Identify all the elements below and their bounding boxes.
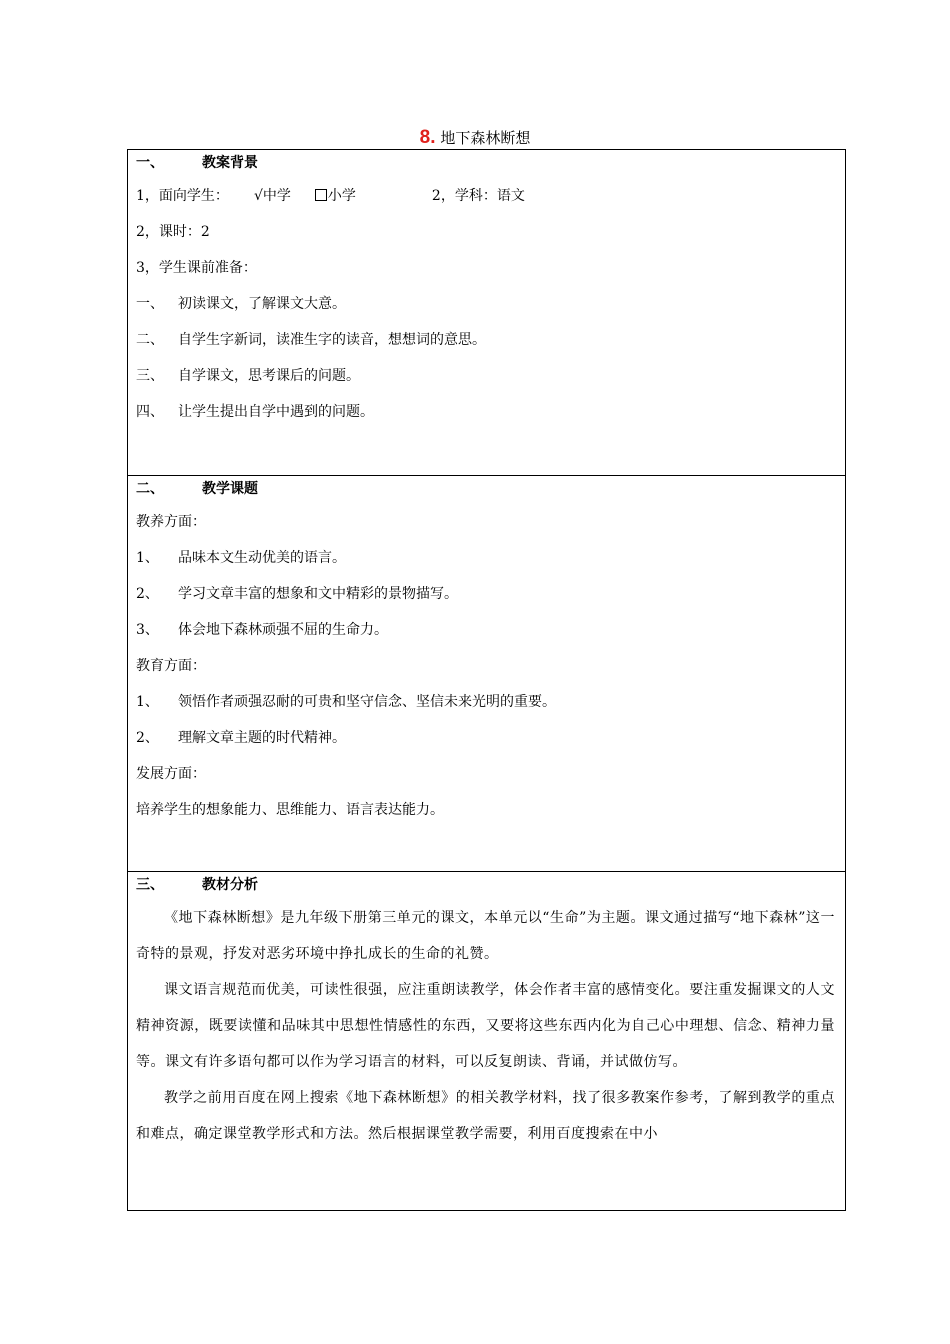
section-lesson-background	[128, 150, 845, 476]
list-index: 2、	[136, 586, 159, 602]
list-text: 初读课文，了解课文大意。	[178, 296, 346, 312]
list-item	[136, 720, 837, 756]
list-index: 2、	[136, 730, 159, 746]
prep-title: 3，学生课前准备：	[136, 260, 257, 276]
list-index: 1、	[136, 694, 159, 710]
section-heading	[136, 872, 837, 898]
section-index: 三、	[136, 877, 164, 893]
list-text: 体会地下森林顽强不屈的生命力。	[178, 622, 388, 638]
list-text: 领悟作者顽强忍耐的可贵和坚守信念、坚信未来光明的重要。	[178, 694, 556, 710]
list-index: 1、	[136, 550, 159, 566]
section-teaching-topic	[128, 476, 845, 872]
section-title: 教材分析	[202, 877, 258, 893]
analysis-paragraph: 《地下森林断想》是九年级下册第三单元的课文，本单元以“生命”为主题。课文通过描写“地下森林”这一奇特的景观，抒发对恶劣环境中挣扎成长的生命的礼赞。	[136, 910, 835, 962]
list-text: 自学课文，思考课后的问题。	[178, 368, 360, 384]
title-text: 地下森林断想	[440, 129, 531, 147]
audience-label: 1，面向学生：	[136, 188, 229, 204]
lesson-plan-table	[127, 149, 846, 1211]
list-item	[136, 684, 837, 720]
list-item	[136, 540, 837, 576]
document-title	[0, 127, 950, 149]
audience-option-primary	[315, 178, 356, 214]
list-item	[136, 612, 837, 648]
list-index: 一、	[136, 296, 164, 312]
list-text: 学习文章丰富的想象和文中精彩的景物描写。	[178, 586, 458, 602]
list-index: 三、	[136, 368, 164, 384]
section-index: 一、	[136, 155, 164, 171]
list-text: 让学生提出自学中遇到的问题。	[178, 404, 374, 420]
list-text: 自学生字新词，读准生字的读音，想想词的意思。	[178, 332, 486, 348]
title-number: 8.	[419, 127, 436, 148]
list-index: 四、	[136, 404, 164, 420]
list-index: 二、	[136, 332, 164, 348]
section-title: 教学课题	[202, 481, 258, 497]
audience-option-primary-label: 小学	[327, 188, 356, 204]
section-heading	[136, 476, 837, 502]
section-material-analysis	[128, 872, 845, 1210]
list-item	[136, 322, 837, 358]
checkbox-icon	[315, 189, 327, 201]
education-title: 教育方面：	[136, 658, 206, 674]
list-item	[136, 358, 837, 394]
class-hours: 2，课时：2	[136, 224, 210, 240]
section-title: 教案背景	[202, 155, 258, 171]
development-text: 培养学生的想象能力、思维能力、语言表达能力。	[136, 802, 444, 818]
audience-option-middle: √中学	[254, 188, 291, 204]
subject-text: 2，学科：语文	[431, 188, 525, 204]
audience-row	[136, 178, 837, 214]
section-heading	[136, 150, 837, 176]
list-text: 品味本文生动优美的语言。	[178, 550, 346, 566]
analysis-paragraph: 教学之前用百度在网上搜索《地下森林断想》的相关教学材料，找了很多教案作参考，了解到教学的重点和难点，确定课堂教学形式和方法。然后根据课堂教学需要，利用百度搜索在中小	[136, 1090, 835, 1142]
development-title: 发展方面：	[136, 766, 206, 782]
section-index: 二、	[136, 481, 164, 497]
list-item	[136, 286, 837, 322]
cultivation-title: 教养方面：	[136, 514, 206, 530]
list-item	[136, 394, 837, 430]
list-text: 理解文章主题的时代精神。	[178, 730, 346, 746]
list-index: 3、	[136, 622, 159, 638]
list-item	[136, 576, 837, 612]
analysis-paragraph: 课文语言规范而优美，可读性很强，应注重朗读教学，体会作者丰富的感情变化。要注重发掘课文的人文精神资源，既要读懂和品味其中思想性情感性的东西，又要将这些东西内化为自己心中理想、信念、精神力量等。课文有许多语句都可以作为学习语言的材料，可以反复朗读、背诵，并试做仿写。	[136, 982, 835, 1070]
